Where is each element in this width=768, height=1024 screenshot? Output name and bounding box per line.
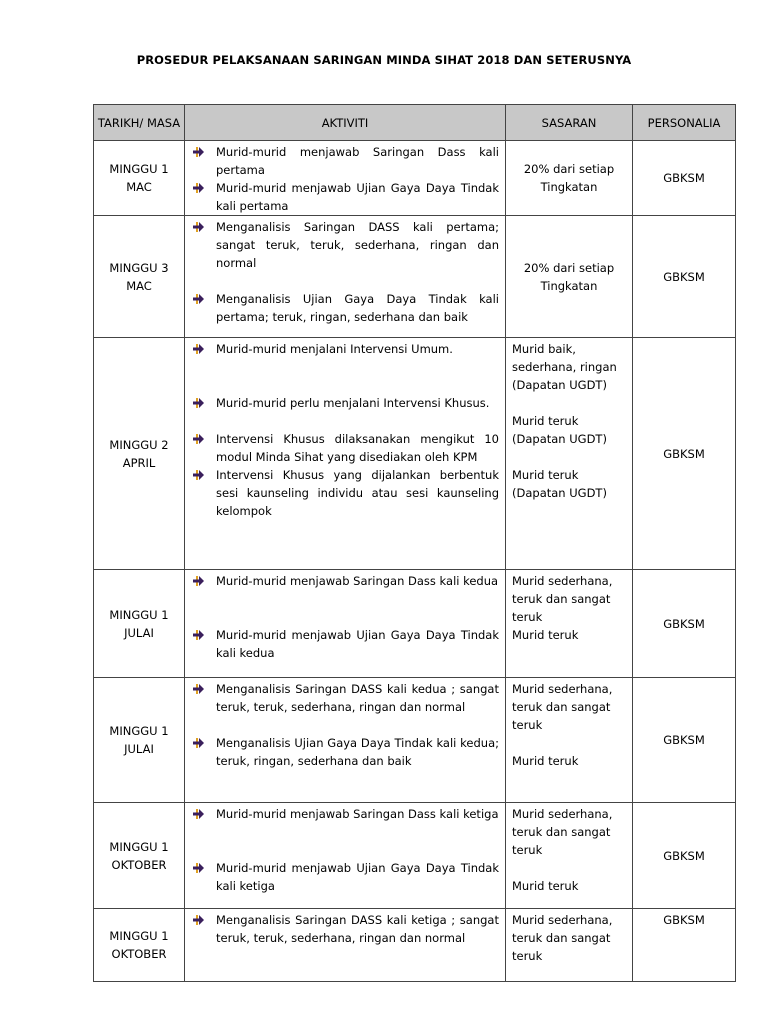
activity-text: Menganalisis Ujian Gaya Daya Tindak kali pertama; teruk, ringan, sederhana dan baik [216, 292, 499, 324]
document-title: PROSEDUR PELAKSANAAN SARINGAN MINDA SIHAT 2018 DAN SETERUSNYA [136, 53, 632, 67]
activity-cell [185, 570, 506, 678]
activity-cell [185, 803, 506, 909]
target-text: Murid teruk (Dapatan UGDT) [512, 468, 607, 500]
activity-item [191, 290, 499, 326]
date-cell [94, 216, 185, 338]
header-activity: AKTIVITI [185, 105, 506, 141]
date-date-line1: MINGGU 1 [109, 162, 169, 176]
activity-item [191, 572, 499, 590]
date-cell [94, 909, 185, 982]
table-row [94, 141, 736, 216]
activity-item [191, 218, 499, 272]
activity-text: Intervensi Khusus yang dijalankan berbentuk sesi kaunseling individu atau sesi kaunseling kelompok [216, 468, 499, 518]
target-text: Murid baik, sederhana, ringan (Dapatan UGDT) [512, 342, 617, 392]
target-text: Murid sederhana, teruk dan sangat teruk [512, 574, 613, 624]
table-row [94, 909, 736, 982]
date-date-line2: JULAI [124, 742, 154, 756]
activity-item [191, 394, 499, 412]
target-cell [506, 338, 633, 570]
activity-text: Murid-murid menjawab Ujian Gaya Daya Tindak kali kedua [216, 628, 499, 660]
date-date-line1: MINGGU 1 [109, 929, 169, 943]
header-personnel: PERSONALIA [633, 105, 736, 141]
table-header-row [94, 105, 736, 141]
arrow-bullet-icon [193, 863, 204, 873]
target-text: 20% dari setiap Tingkatan [523, 162, 615, 194]
arrow-bullet-icon [193, 147, 204, 157]
target-cell [506, 678, 633, 803]
activity-text: Menganalisis Saringan DASS kali pertama; sangat teruk, teruk, sederhana, ringan dan normal [216, 220, 499, 270]
date-date-line2: OKTOBER [111, 947, 167, 961]
date-date-line1: MINGGU 1 [109, 724, 169, 738]
activity-item [191, 340, 499, 358]
date-date-line2: APRIL [122, 455, 156, 470]
personnel-cell: GBKSM [633, 141, 736, 216]
activity-text: Intervensi Khusus dilaksanakan mengikut 10 modul Minda Sihat yang disediakan oleh KPM [216, 432, 499, 464]
activity-cell [185, 909, 506, 982]
target-text: Murid sederhana, teruk dan sangat teruk [512, 682, 613, 732]
arrow-bullet-icon [193, 576, 204, 586]
activity-text: Murid-murid menjalani Intervensi Umum. [216, 342, 453, 356]
arrow-bullet-icon [193, 809, 204, 819]
activity-text: Menganalisis Saringan DASS kali kedua ; sangat teruk, teruk, sederhana, ringan dan normal [216, 682, 499, 714]
header-date [94, 105, 185, 141]
arrow-bullet-icon [193, 183, 204, 193]
table-row [94, 216, 736, 338]
activity-cell [185, 141, 506, 216]
personnel-cell: GBKSM [633, 803, 736, 909]
header-date-line1: TARIKH/ [97, 115, 144, 130]
target-cell [506, 803, 633, 909]
date-date-line1: MINGGU 1 [109, 839, 169, 854]
activity-text: Murid-murid perlu menjalani Intervensi Khusus. [216, 396, 490, 410]
date-cell [94, 803, 185, 909]
arrow-bullet-icon [193, 470, 204, 480]
target-cell [506, 909, 633, 982]
activity-text: Murid-murid menjawab Ujian Gaya Daya Tindak kali pertama [216, 181, 499, 213]
activity-item [191, 466, 499, 520]
personnel-cell: GBKSM [633, 338, 736, 570]
target-text: Murid teruk [512, 628, 579, 642]
table-row [94, 338, 736, 570]
date-date-line1: MINGGU 2 [109, 437, 169, 452]
date-cell [94, 141, 185, 216]
arrow-bullet-icon [193, 738, 204, 748]
target-cell [506, 216, 633, 338]
procedure-table [93, 104, 736, 982]
target-text: Murid sederhana, teruk dan sangat teruk [512, 913, 613, 963]
date-date-line1: MINGGU 3 [109, 260, 169, 275]
table-row [94, 803, 736, 909]
date-date-line2: OKTOBER [111, 857, 167, 872]
arrow-bullet-icon [193, 434, 204, 444]
personnel-cell: GBKSM [633, 678, 736, 803]
target-text: 20% dari setiap Tingkatan [523, 260, 615, 293]
header-target: SASARAN [506, 105, 633, 141]
activity-item [191, 626, 499, 662]
date-cell [94, 678, 185, 803]
activity-text: Murid-murid menjawab Saringan Dass kali ketiga [216, 807, 499, 821]
target-cell [506, 141, 633, 216]
arrow-bullet-icon [193, 222, 204, 232]
activity-text: Menganalisis Ujian Gaya Daya Tindak kali kedua; teruk, ringan, sederhana dan baik [216, 736, 499, 768]
activity-cell [185, 216, 506, 338]
activity-item [191, 859, 499, 895]
date-cell [94, 338, 185, 570]
activity-item [191, 680, 499, 716]
header-date-line2: MASA [146, 115, 181, 130]
table-row [94, 678, 736, 803]
arrow-bullet-icon [193, 398, 204, 408]
table-row [94, 570, 736, 678]
activity-item [191, 179, 499, 215]
arrow-bullet-icon [193, 294, 204, 304]
activity-cell [185, 678, 506, 803]
activity-text: Murid-murid menjawab Ujian Gaya Daya Tindak kali ketiga [216, 861, 499, 893]
activity-text: Murid-murid menjawab Saringan Dass kali kedua [216, 574, 499, 588]
activity-cell [185, 338, 506, 570]
activity-item [191, 805, 499, 823]
target-text: Murid teruk [512, 879, 579, 893]
target-cell [506, 570, 633, 678]
activity-text: Menganalisis Saringan DASS kali ketiga ; sangat teruk, teruk, sederhana, ringan dan normal [216, 913, 499, 945]
arrow-bullet-icon [193, 344, 204, 354]
target-text: Murid sederhana, teruk dan sangat teruk [512, 807, 613, 857]
activity-text: Murid-murid menjawab Saringan Dass kali pertama [216, 145, 499, 177]
activity-item [191, 430, 499, 466]
personnel-cell: GBKSM [633, 570, 736, 678]
date-date-line2: JULAI [124, 625, 154, 640]
activity-item [191, 734, 499, 770]
date-date-line1: MINGGU 1 [109, 607, 169, 622]
arrow-bullet-icon [193, 630, 204, 640]
date-cell [94, 570, 185, 678]
date-date-line2: MAC [126, 180, 152, 194]
arrow-bullet-icon [193, 915, 204, 925]
target-text: Murid teruk (Dapatan UGDT) [512, 414, 607, 446]
target-text: Murid teruk [512, 754, 579, 768]
activity-item [191, 911, 499, 947]
personnel-cell: GBKSM [633, 909, 736, 982]
arrow-bullet-icon [193, 684, 204, 694]
activity-item [191, 143, 499, 179]
personnel-cell: GBKSM [633, 216, 736, 338]
date-date-line2: MAC [126, 278, 152, 293]
